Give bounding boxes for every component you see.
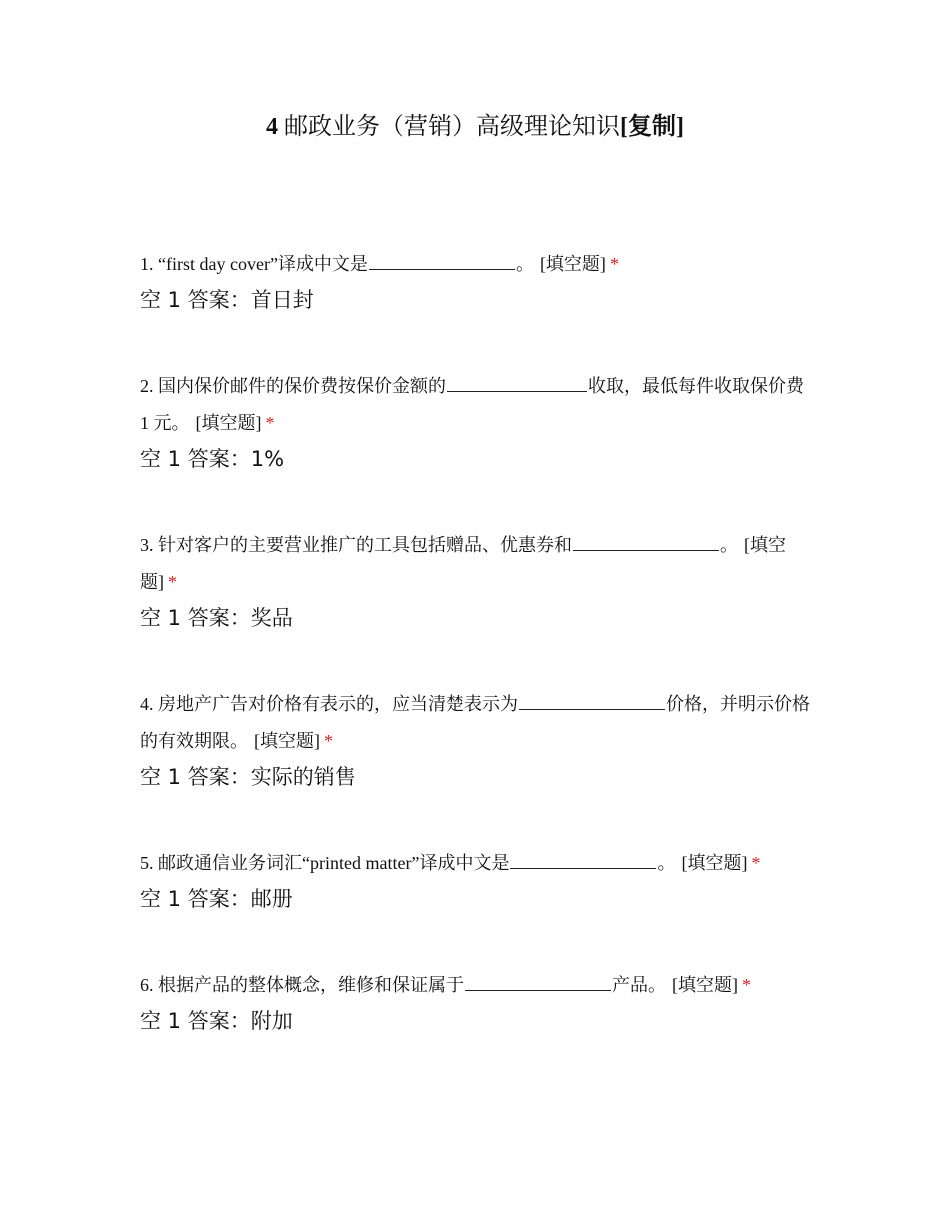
- answer-line: [140, 603, 815, 633]
- required-mark: *: [609, 254, 619, 274]
- answer-line: [140, 1006, 815, 1036]
- answer-value: 附加: [250, 1009, 293, 1033]
- required-mark: *: [324, 731, 333, 751]
- question-item: [140, 845, 815, 914]
- question-prefix: 3. 针对客户的主要营业推广的工具包括赠品、优惠券和: [140, 535, 572, 555]
- title-text: 邮政业务（营销）高级理论知识: [284, 114, 620, 140]
- answer-value: 首日封: [250, 288, 314, 312]
- page-title: [0, 110, 950, 144]
- answer-label: 空 1 答案：: [140, 887, 251, 911]
- required-mark: *: [265, 413, 275, 433]
- question-item: [140, 368, 815, 474]
- answer-label: 空 1 答案：: [140, 288, 251, 312]
- question-text: [140, 246, 815, 283]
- question-suffix: 。: [515, 254, 534, 274]
- required-mark: *: [751, 853, 761, 873]
- question-type-tag: [填空题]: [672, 975, 738, 995]
- question-type-tag: [填空题]: [539, 254, 606, 274]
- answer-value: 邮册: [250, 887, 293, 911]
- question-item: [140, 967, 815, 1036]
- question-suffix: 收取，最低每件收取保价费 1 元。: [140, 376, 804, 433]
- title-suffix: [复制]: [620, 114, 684, 140]
- answer-value: 1%: [250, 447, 285, 471]
- question-item: [140, 246, 815, 315]
- answer-label: 空 1 答案：: [140, 765, 251, 789]
- question-type-tag: [填空题]: [681, 853, 748, 873]
- required-mark: *: [168, 572, 177, 592]
- answer-line: [140, 285, 815, 315]
- question-item: [140, 686, 815, 792]
- blank-line: [447, 375, 587, 392]
- blank-line: [519, 693, 665, 710]
- answer-label: 空 1 答案：: [140, 447, 251, 471]
- question-text: [140, 845, 815, 882]
- question-suffix: 。: [657, 853, 676, 873]
- question-item: [140, 527, 815, 633]
- required-mark: *: [742, 975, 751, 995]
- question-suffix: 。: [720, 535, 738, 555]
- answer-value: 实际的销售: [250, 765, 356, 789]
- question-text: [140, 368, 815, 442]
- question-list: [140, 246, 815, 1036]
- blank-line: [573, 534, 719, 551]
- blank-line: [510, 852, 656, 869]
- question-text: [140, 967, 815, 1004]
- question-prefix: 2. 国内保价邮件的保价费按保价金额的: [140, 376, 446, 396]
- question-prefix: 6. 根据产品的整体概念，维修和保证属于: [140, 975, 464, 995]
- question-suffix: 价格，并明示价格的有效期限。: [140, 694, 810, 751]
- blank-line: [465, 974, 611, 991]
- answer-value: 奖品: [250, 606, 293, 630]
- answer-line: [140, 762, 815, 792]
- question-text: [140, 686, 815, 760]
- question-type-tag: [填空题]: [195, 413, 262, 433]
- title-number: 4: [266, 114, 278, 140]
- question-type-tag: [填空题]: [140, 535, 786, 592]
- question-type-tag: [填空题]: [254, 731, 320, 751]
- answer-line: [140, 444, 815, 474]
- answer-label: 空 1 答案：: [140, 606, 251, 630]
- question-prefix: 4. 房地产广告对价格有表示的，应当清楚表示为: [140, 694, 518, 714]
- question-prefix: 5. 邮政通信业务词汇“printed matter”译成中文是: [140, 853, 510, 873]
- answer-label: 空 1 答案：: [140, 1009, 251, 1033]
- question-text: [140, 527, 815, 601]
- answer-line: [140, 884, 815, 914]
- question-suffix: 产品。: [612, 975, 666, 995]
- blank-line: [369, 253, 515, 270]
- question-prefix: 1. “first day cover”译成中文是: [140, 254, 368, 274]
